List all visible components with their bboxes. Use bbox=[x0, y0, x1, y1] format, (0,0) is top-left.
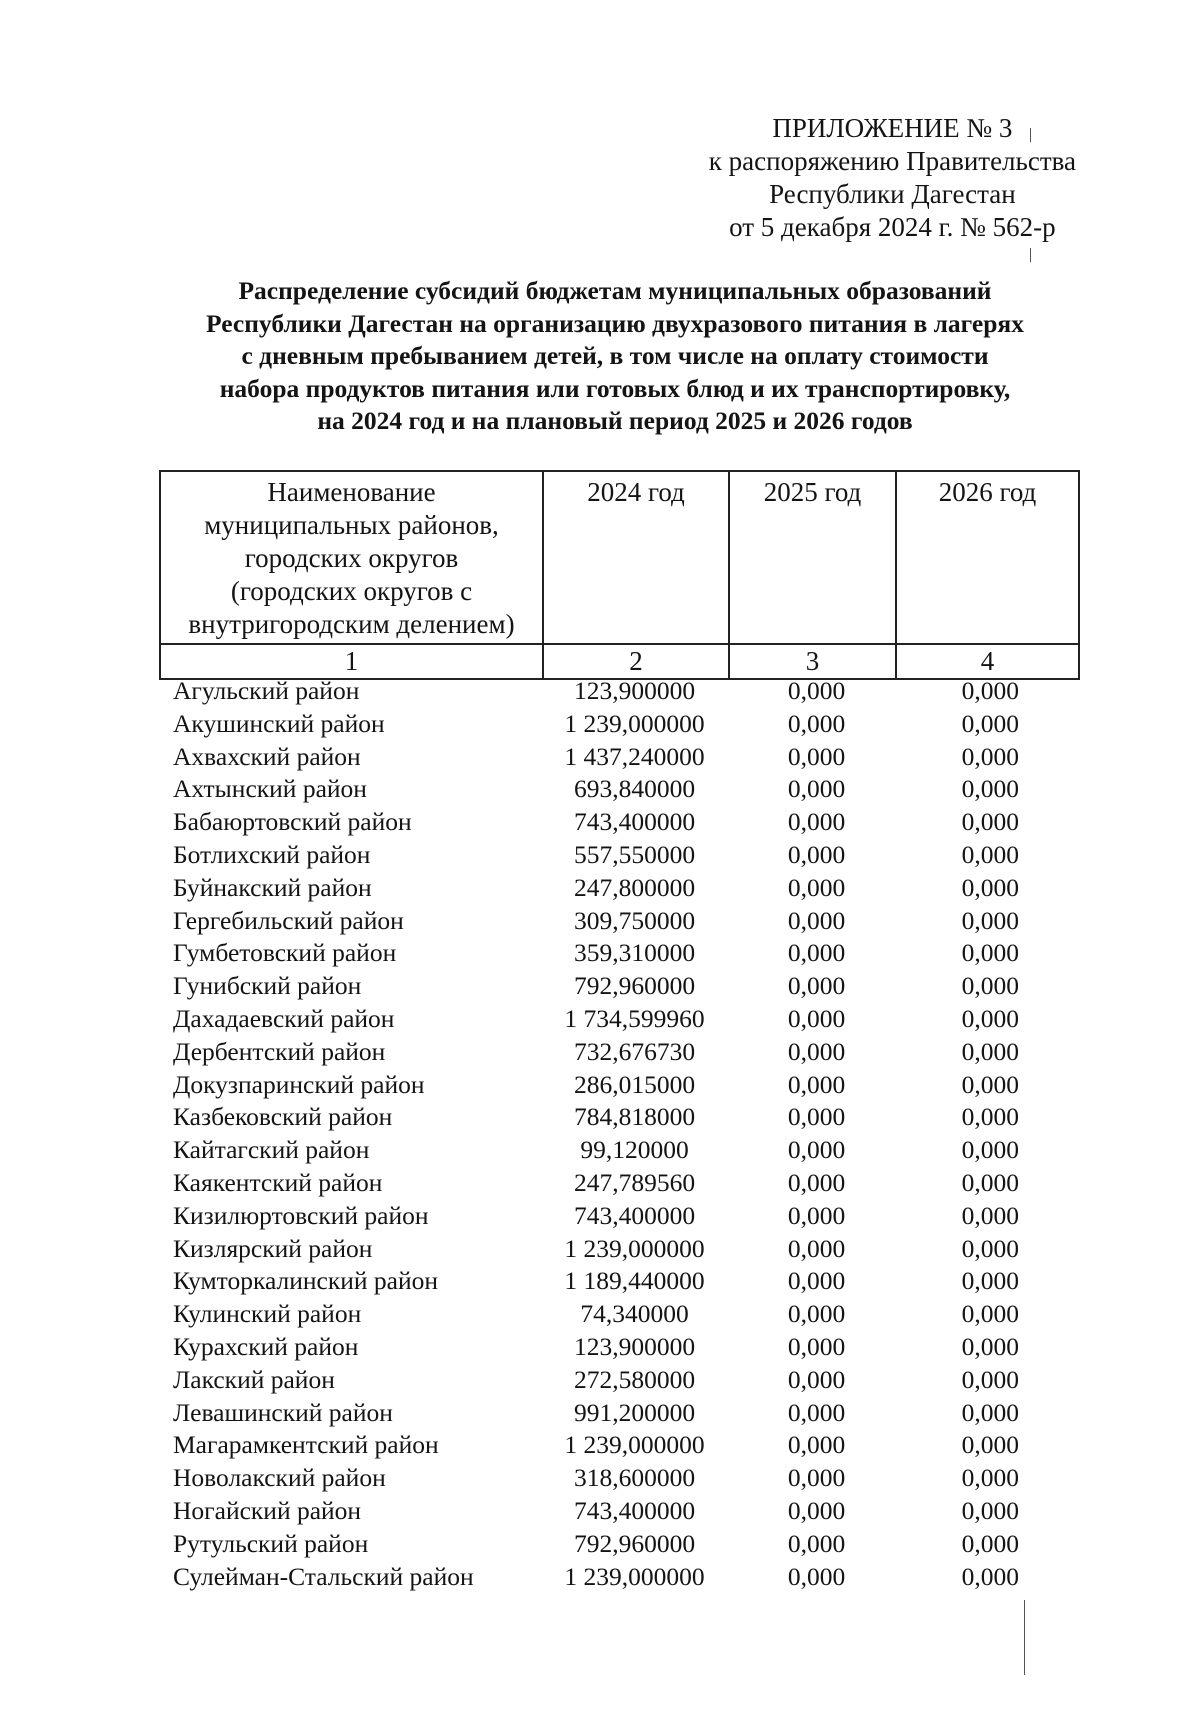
value-2025: 0,000 bbox=[787, 1233, 846, 1263]
district-name: Каякентский район bbox=[173, 1167, 383, 1197]
appendix-number: ПРИЛОЖЕНИЕ № 3 bbox=[772, 113, 1013, 143]
value-2025: 0,000 bbox=[787, 1167, 846, 1197]
column-number: 3 bbox=[729, 644, 896, 679]
appendix-ref-line: Республики Дагестан bbox=[769, 179, 1016, 209]
value-2025: 0,000 bbox=[787, 872, 846, 902]
district-name: Магарамкентский район bbox=[173, 1430, 439, 1460]
value-2024: 1 239,000000 bbox=[564, 1233, 705, 1263]
value-2026: 0,000 bbox=[961, 1069, 1019, 1099]
table-row bbox=[0, 1036, 1200, 1069]
value-2024: 1 437,240000 bbox=[564, 741, 705, 771]
value-2026: 0,000 bbox=[961, 971, 1019, 1001]
value-2025: 0,000 bbox=[787, 1430, 846, 1460]
district-name: Рутульский район bbox=[173, 1528, 369, 1558]
header-line: Наименование bbox=[267, 477, 436, 507]
district-name: Казбековский район bbox=[173, 1102, 393, 1132]
value-2024: 247,789560 bbox=[573, 1167, 696, 1197]
value-2026: 0,000 bbox=[961, 1233, 1019, 1263]
value-2026: 0,000 bbox=[961, 807, 1019, 837]
table-row bbox=[0, 1397, 1200, 1430]
value-2026: 0,000 bbox=[961, 1200, 1019, 1230]
district-name: Гергебильский район bbox=[173, 905, 404, 935]
district-name: Ногайский район bbox=[173, 1495, 362, 1525]
document-title bbox=[150, 275, 1080, 438]
value-2024: 1 189,440000 bbox=[564, 1266, 705, 1296]
table-row bbox=[0, 1003, 1200, 1036]
district-name: Кулинский район bbox=[173, 1299, 362, 1329]
value-2024: 74,340000 bbox=[580, 1299, 689, 1329]
table-row bbox=[0, 1069, 1200, 1102]
value-2024: 1 239,000000 bbox=[564, 1430, 705, 1460]
value-2026: 0,000 bbox=[961, 1364, 1019, 1394]
value-2026: 0,000 bbox=[961, 839, 1019, 869]
column-number: 2 bbox=[543, 644, 729, 679]
district-name: Агульский район bbox=[173, 676, 360, 705]
district-name: Сулейман-Стальский район bbox=[173, 1561, 474, 1591]
table-row bbox=[0, 937, 1200, 970]
district-name: Кизлярский район bbox=[173, 1233, 373, 1263]
table-row bbox=[0, 1298, 1200, 1331]
value-2026: 0,000 bbox=[961, 1135, 1019, 1165]
district-name: Кумторкалинский район bbox=[173, 1266, 438, 1296]
value-2026: 0,000 bbox=[961, 1003, 1019, 1033]
table-row bbox=[0, 1167, 1200, 1200]
table-row bbox=[0, 741, 1200, 774]
district-name: Ахтынский район bbox=[173, 774, 367, 804]
value-2026: 0,000 bbox=[961, 1102, 1019, 1132]
column-number: 4 bbox=[896, 644, 1079, 679]
value-2025: 0,000 bbox=[787, 1069, 846, 1099]
value-2026: 0,000 bbox=[961, 905, 1019, 935]
district-name: Курахский район bbox=[173, 1331, 359, 1361]
table-row bbox=[0, 708, 1200, 741]
value-2026: 0,000 bbox=[961, 1036, 1019, 1066]
header-row bbox=[160, 471, 1079, 644]
title-line: на 2024 год и на плановый период 2025 и 2026 годов bbox=[317, 406, 913, 436]
scan-artifact bbox=[1030, 248, 1031, 262]
title-line: набора продуктов питания или готовых блюд и их транспортировку, bbox=[219, 373, 1011, 403]
title-line: Распределение субсидий бюджетам муниципальных образований bbox=[238, 276, 992, 305]
value-2024: 123,900000 bbox=[573, 1331, 696, 1361]
table-row bbox=[0, 1101, 1200, 1134]
scan-artifact bbox=[1030, 128, 1031, 142]
table-row bbox=[0, 1495, 1200, 1528]
table-row bbox=[0, 1528, 1200, 1561]
value-2026: 0,000 bbox=[961, 708, 1019, 738]
district-name: Буйнакский район bbox=[173, 872, 372, 902]
value-2025: 0,000 bbox=[787, 1299, 846, 1329]
district-name: Кизилюртовский район bbox=[173, 1200, 429, 1230]
district-name: Гунибский район bbox=[173, 971, 362, 1001]
value-2025: 0,000 bbox=[787, 1331, 846, 1361]
value-2025: 0,000 bbox=[787, 1266, 846, 1296]
district-name: Акушинский район bbox=[173, 708, 385, 738]
header-line: городских округов bbox=[244, 543, 459, 573]
value-2025: 0,000 bbox=[787, 1364, 846, 1394]
value-2024: 1 239,000000 bbox=[564, 708, 705, 738]
district-name: Лакский район bbox=[173, 1364, 335, 1394]
value-2025: 0,000 bbox=[787, 1135, 846, 1165]
value-2026: 0,000 bbox=[961, 1299, 1019, 1329]
value-2024: 784,818000 bbox=[573, 1102, 696, 1132]
value-2025: 0,000 bbox=[787, 708, 846, 738]
value-2025: 0,000 bbox=[787, 1200, 846, 1230]
value-2025: 0,000 bbox=[787, 839, 846, 869]
table-row bbox=[0, 1462, 1200, 1495]
value-2025: 0,000 bbox=[787, 1397, 846, 1427]
value-2026: 0,000 bbox=[961, 1528, 1019, 1558]
value-2024: 99,120000 bbox=[580, 1135, 689, 1165]
value-2024: 743,400000 bbox=[573, 1495, 696, 1525]
value-2024: 732,676730 bbox=[573, 1036, 696, 1066]
value-2025: 0,000 bbox=[787, 807, 846, 837]
value-2025: 0,000 bbox=[787, 774, 846, 804]
value-2024: 272,580000 bbox=[573, 1364, 696, 1394]
value-2024: 359,310000 bbox=[573, 938, 696, 968]
table-body bbox=[0, 675, 1200, 1593]
value-2026: 0,000 bbox=[961, 1266, 1019, 1296]
table-row bbox=[0, 1134, 1200, 1167]
value-2024: 743,400000 bbox=[573, 807, 696, 837]
table-row bbox=[0, 1364, 1200, 1397]
value-2024: 792,960000 bbox=[573, 971, 696, 1001]
header-line: (городских округов с bbox=[230, 576, 473, 606]
appendix-ref-line: к распоряжению Правительства bbox=[708, 146, 1076, 176]
district-name: Левашинский район bbox=[173, 1397, 393, 1427]
district-name: Ахвахский район bbox=[173, 741, 361, 771]
table-row bbox=[0, 1331, 1200, 1364]
value-2024: 309,750000 bbox=[573, 905, 696, 935]
district-name: Кайтагский район bbox=[173, 1135, 370, 1165]
value-2025: 0,000 bbox=[787, 1102, 846, 1132]
header-cell-2026: 2026 год bbox=[896, 471, 1079, 644]
district-name: Новолакский район bbox=[173, 1463, 386, 1493]
value-2025: 0,000 bbox=[787, 741, 846, 771]
value-2024: 123,900000 bbox=[573, 676, 696, 705]
table-row bbox=[0, 773, 1200, 806]
value-2024: 991,200000 bbox=[573, 1397, 696, 1427]
table-row bbox=[0, 675, 1200, 708]
appendix-block bbox=[709, 112, 1076, 244]
value-2024: 557,550000 bbox=[573, 839, 696, 869]
value-2025: 0,000 bbox=[787, 1495, 846, 1525]
table-row bbox=[0, 905, 1200, 938]
value-2025: 0,000 bbox=[787, 1561, 846, 1591]
table-row bbox=[0, 1200, 1200, 1233]
value-2026: 0,000 bbox=[961, 1331, 1019, 1361]
value-2026: 0,000 bbox=[961, 1397, 1019, 1427]
appendix-date-line: от 5 декабря 2024 г. № 562-р bbox=[729, 212, 1056, 242]
header-cell-name bbox=[160, 471, 543, 644]
value-2026: 0,000 bbox=[961, 1167, 1019, 1197]
value-2025: 0,000 bbox=[787, 971, 846, 1001]
value-2026: 0,000 bbox=[961, 872, 1019, 902]
value-2024: 247,800000 bbox=[573, 872, 696, 902]
title-line: Республики Дагестан на организацию двухразового питания в лагерях bbox=[206, 308, 1024, 338]
value-2024: 1 239,000000 bbox=[564, 1561, 705, 1591]
table-row bbox=[0, 1561, 1200, 1594]
column-number: 1 bbox=[160, 644, 543, 679]
table-row bbox=[0, 839, 1200, 872]
value-2024: 743,400000 bbox=[573, 1200, 696, 1230]
value-2025: 0,000 bbox=[787, 676, 846, 705]
value-2026: 0,000 bbox=[961, 1463, 1019, 1493]
value-2024: 286,015000 bbox=[573, 1069, 696, 1099]
value-2026: 0,000 bbox=[961, 1561, 1019, 1591]
value-2025: 0,000 bbox=[787, 938, 846, 968]
value-2026: 0,000 bbox=[961, 676, 1019, 705]
table-row bbox=[0, 1265, 1200, 1298]
table-row bbox=[0, 872, 1200, 905]
header-cell-2024: 2024 год bbox=[543, 471, 729, 644]
column-number-row bbox=[160, 644, 1079, 679]
district-name: Бабаюртовский район bbox=[173, 807, 412, 837]
value-2026: 0,000 bbox=[961, 1495, 1019, 1525]
district-name: Докузпаринский район bbox=[173, 1069, 425, 1099]
header-line: муниципальных районов, bbox=[204, 510, 499, 540]
table-header bbox=[159, 470, 1080, 680]
value-2025: 0,000 bbox=[787, 1528, 846, 1558]
district-name: Дахадаевский район bbox=[173, 1003, 395, 1033]
value-2025: 0,000 bbox=[787, 1003, 846, 1033]
value-2024: 693,840000 bbox=[573, 774, 696, 804]
table-row bbox=[0, 1429, 1200, 1462]
value-2024: 1 734,599960 bbox=[564, 1003, 705, 1033]
value-2024: 792,960000 bbox=[573, 1528, 696, 1558]
district-name: Ботлихский район bbox=[173, 839, 371, 869]
value-2026: 0,000 bbox=[961, 938, 1019, 968]
value-2025: 0,000 bbox=[787, 905, 846, 935]
value-2024: 318,600000 bbox=[573, 1463, 696, 1493]
value-2026: 0,000 bbox=[961, 741, 1019, 771]
header-cell-2025: 2025 год bbox=[729, 471, 896, 644]
district-name: Гумбетовский район bbox=[173, 938, 397, 968]
value-2025: 0,000 bbox=[787, 1463, 846, 1493]
table-row bbox=[0, 970, 1200, 1003]
title-line: с дневным пребыванием детей, в том числе на оплату стоимости bbox=[241, 341, 989, 371]
value-2026: 0,000 bbox=[961, 1430, 1019, 1460]
table-row bbox=[0, 1233, 1200, 1266]
header-line: внутригородским делением) bbox=[188, 609, 515, 639]
value-2026: 0,000 bbox=[961, 774, 1019, 804]
table-row bbox=[0, 806, 1200, 839]
value-2025: 0,000 bbox=[787, 1036, 846, 1066]
district-name: Дербентский район bbox=[173, 1036, 386, 1066]
scan-artifact bbox=[1024, 1600, 1025, 1675]
